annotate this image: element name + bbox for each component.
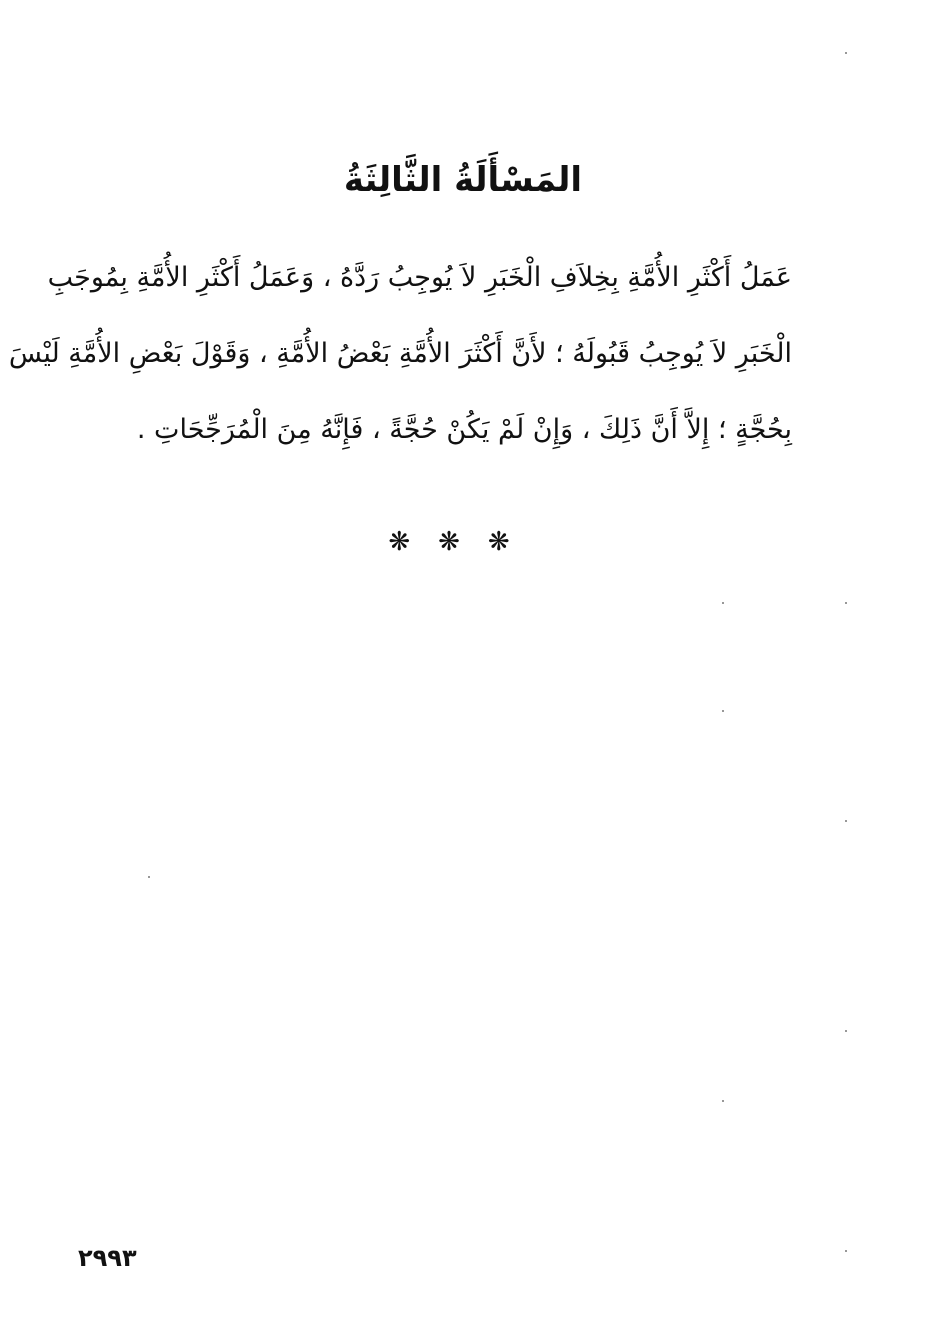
scan-speck bbox=[845, 52, 847, 54]
paragraph-line-3: بِحُجَّةٍ ؛ إِلاَّ أَنَّ ذَلِكَ ، وَإِنْ لَمْ يَكُنْ حُجَّةً ، فَإِنَّهُ مِنَ الْمُرَجِّحَاتِ . bbox=[136, 414, 792, 445]
section-divider-ornament: ❋❋❋ bbox=[388, 527, 538, 557]
scan-speck bbox=[148, 876, 150, 878]
scan-speck bbox=[845, 820, 847, 822]
scan-speck bbox=[845, 1030, 847, 1032]
scan-speck bbox=[722, 710, 724, 712]
section-title: المَسْأَلَةُ الثَّالِثَةُ bbox=[343, 160, 583, 200]
paragraph-line-2: الْخَبَرِ لاَ يُوجِبُ قَبُولَهُ ؛ لأَنَّ أَكْثَرَ الأُمَّةِ بَعْضُ الأُمَّةِ ، وَقَوْلَ بَعْضِ الأُمَّةِ لَيْسَ bbox=[8, 338, 792, 369]
paragraph-line-1: عَمَلُ أَكْثَرِ الأُمَّةِ بِخِلاَفِ الْخَبَرِ لاَ يُوجِبُ رَدَّهُ ، وَعَمَلُ أَكْثَرِ الأُمَّةِ بِمُوجَبِ bbox=[47, 262, 792, 293]
scan-speck bbox=[845, 1250, 847, 1252]
page-number: ٢٩٩٣ bbox=[78, 1244, 137, 1272]
scan-speck bbox=[722, 1100, 724, 1102]
scan-speck bbox=[722, 602, 724, 604]
body-paragraph bbox=[8, 240, 792, 468]
scan-speck bbox=[845, 602, 847, 604]
